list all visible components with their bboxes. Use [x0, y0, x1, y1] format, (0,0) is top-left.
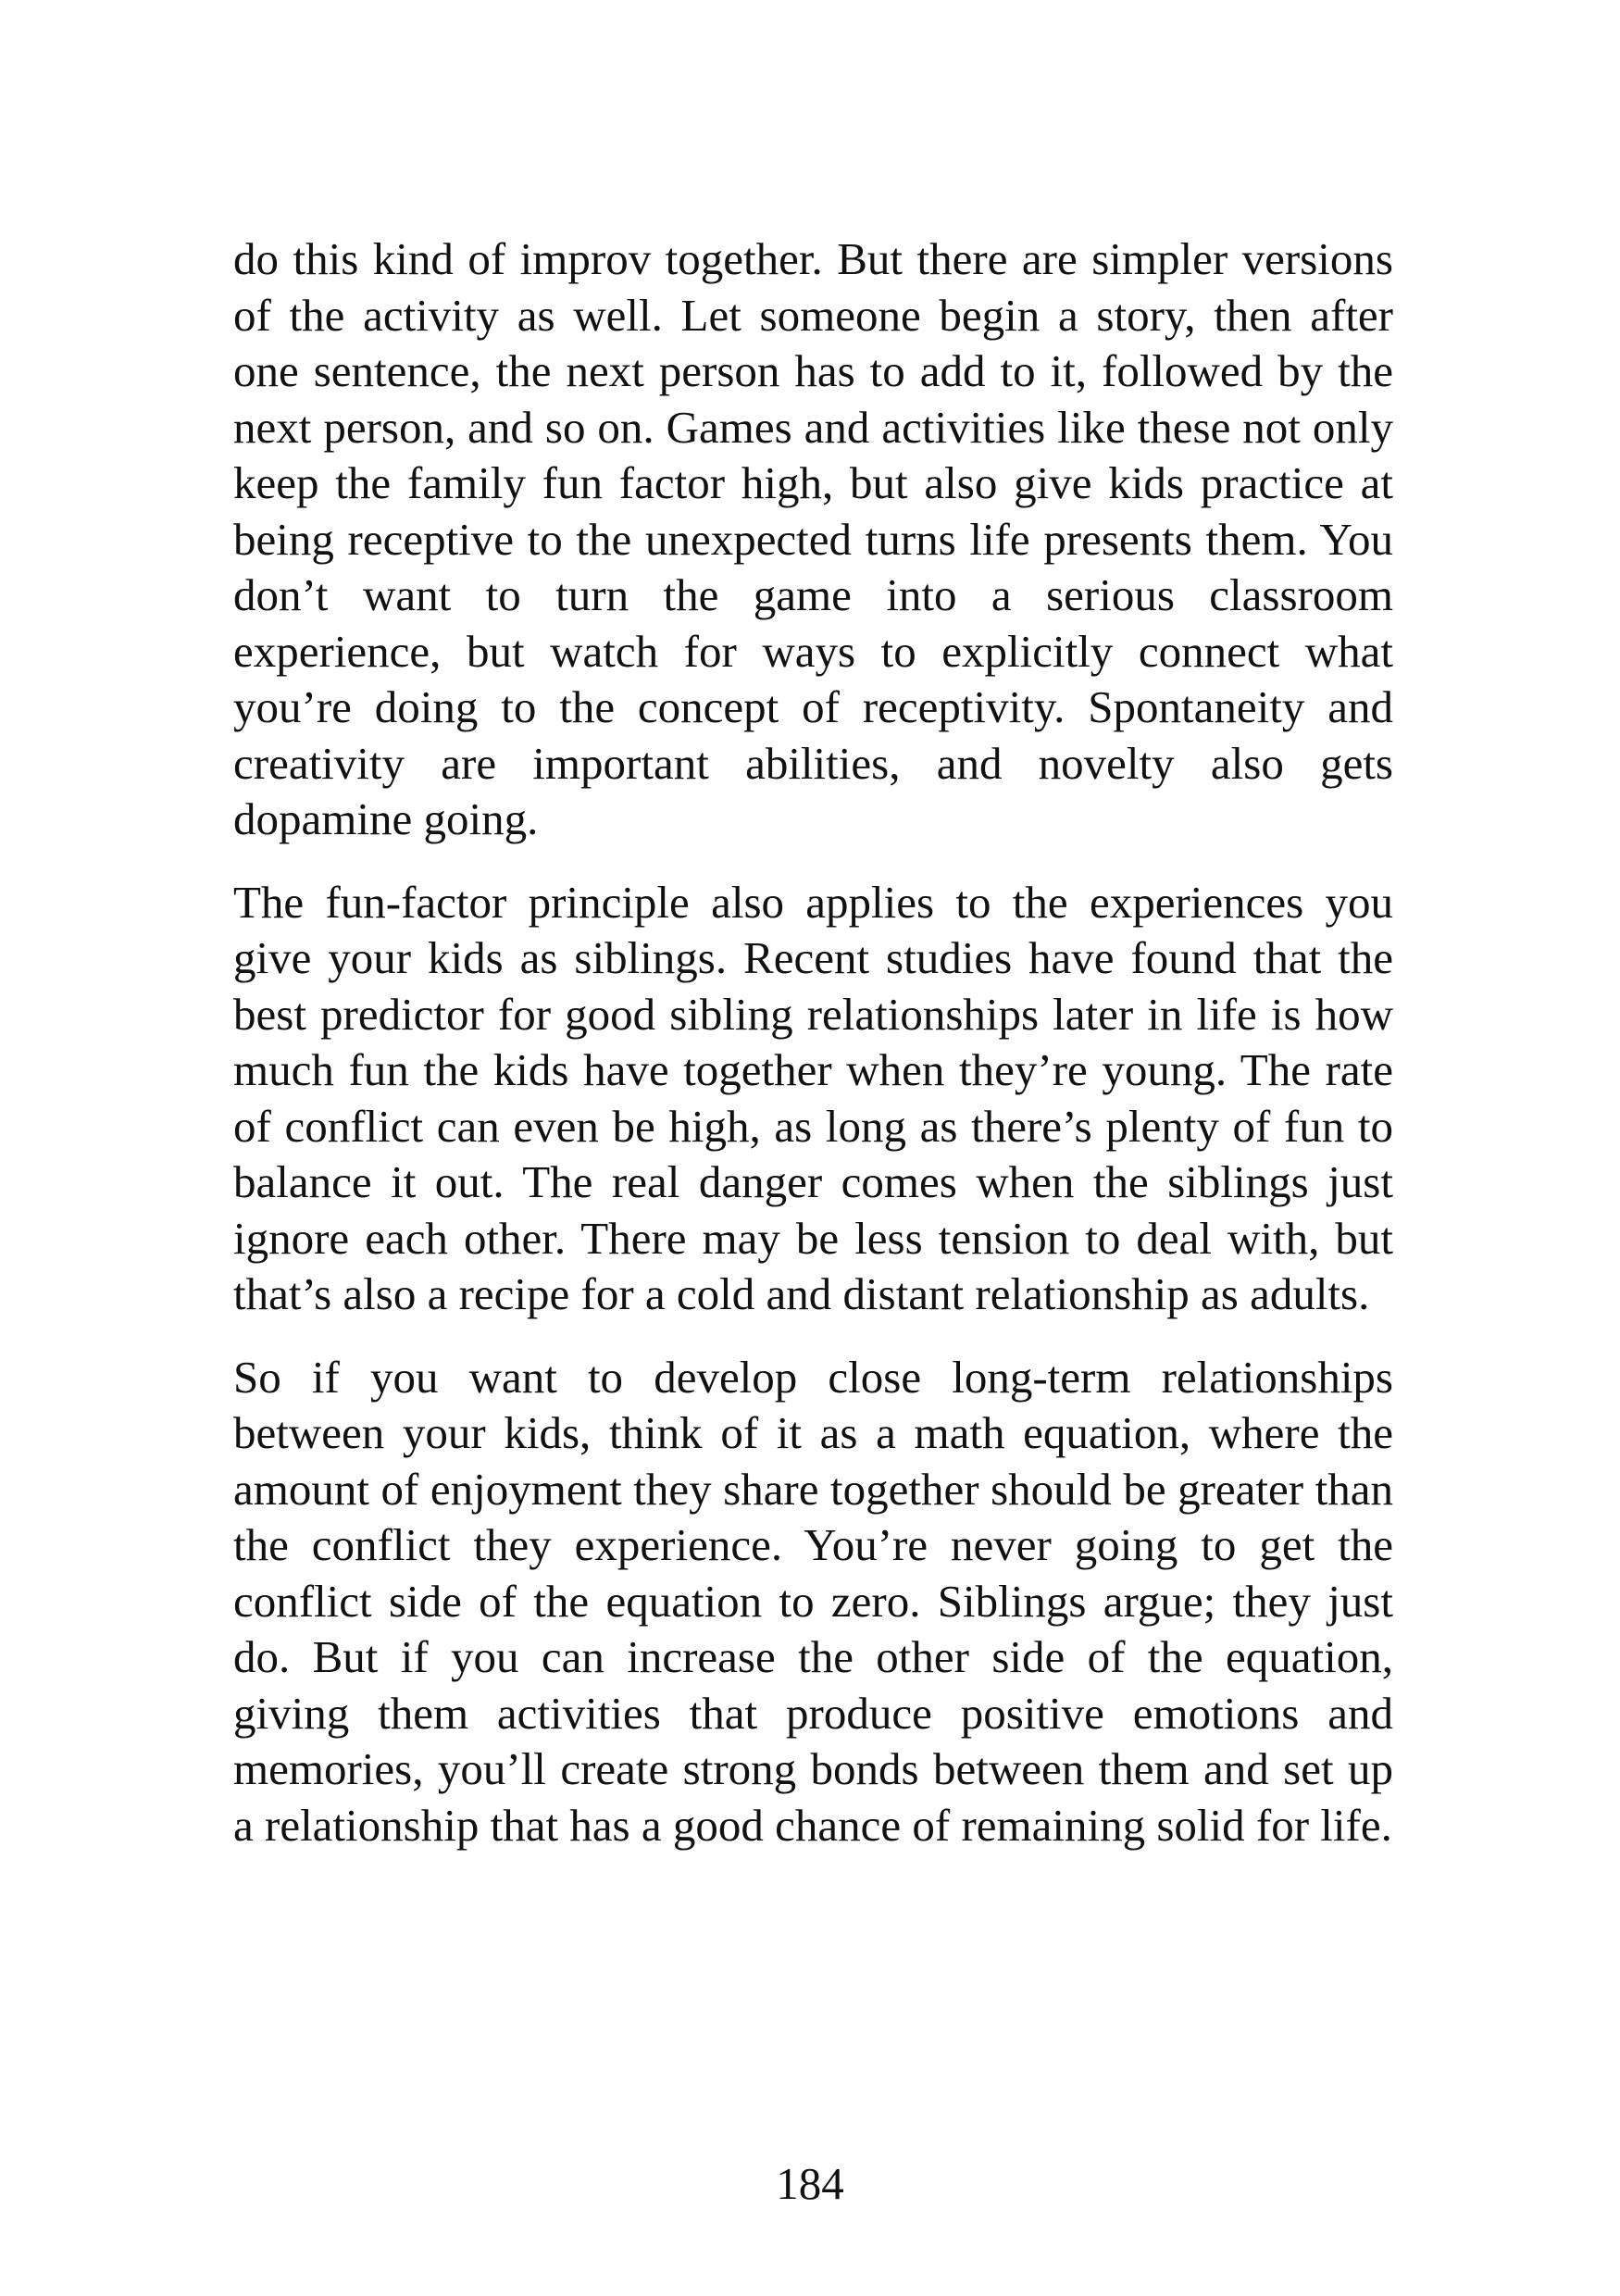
paragraph-3: So if you want to develop close long-term relationships between your kids, think of it as a math equation, where the amount of enjoyment they share together should be greater than the conflict they experience. You’re never going to get the conflict side of the equation to zero. Siblings argue; they just do. But if you can increase the other side of the equation, giving them activities that produce positive emotions and memories, you’ll create strong bonds between them and set up a relationship that has a good chance of remaining solid for life.	[233, 1351, 1393, 1851]
body-text	[233, 231, 1393, 1880]
paragraph-1: do this kind of improv together. But there are simpler versions of the activity as well. Let someone begin a story, then after one sentence, the next person has to add to it, followed by the next person, and so on. Games and activities like these not only keep the family fun factor high, but also give kids practice at being receptive to the unexpected turns life presents them. You don’t want to turn the game into a serious classroom experience, but watch for ways to explicitly connect what you’re doing to the concept of receptivity. Spontaneity and creativity are important abilities, and novelty also gets dopamine going.	[233, 233, 1393, 844]
page-number: 184	[776, 2158, 844, 2209]
paragraph-2: The fun-factor principle also applies to the experiences you give your kids as siblings. Recent studies have found that the best predictor for good sibling relationships later in life is how much fun the kids have together when they’re young. The rate of conflict can even be high, as long as there’s plenty of fun to balance it out. The real danger comes when the siblings just ignore each other. There may be less tension to deal with, but that’s also a recipe for a cold and distant relationship as adults.	[233, 876, 1393, 1319]
